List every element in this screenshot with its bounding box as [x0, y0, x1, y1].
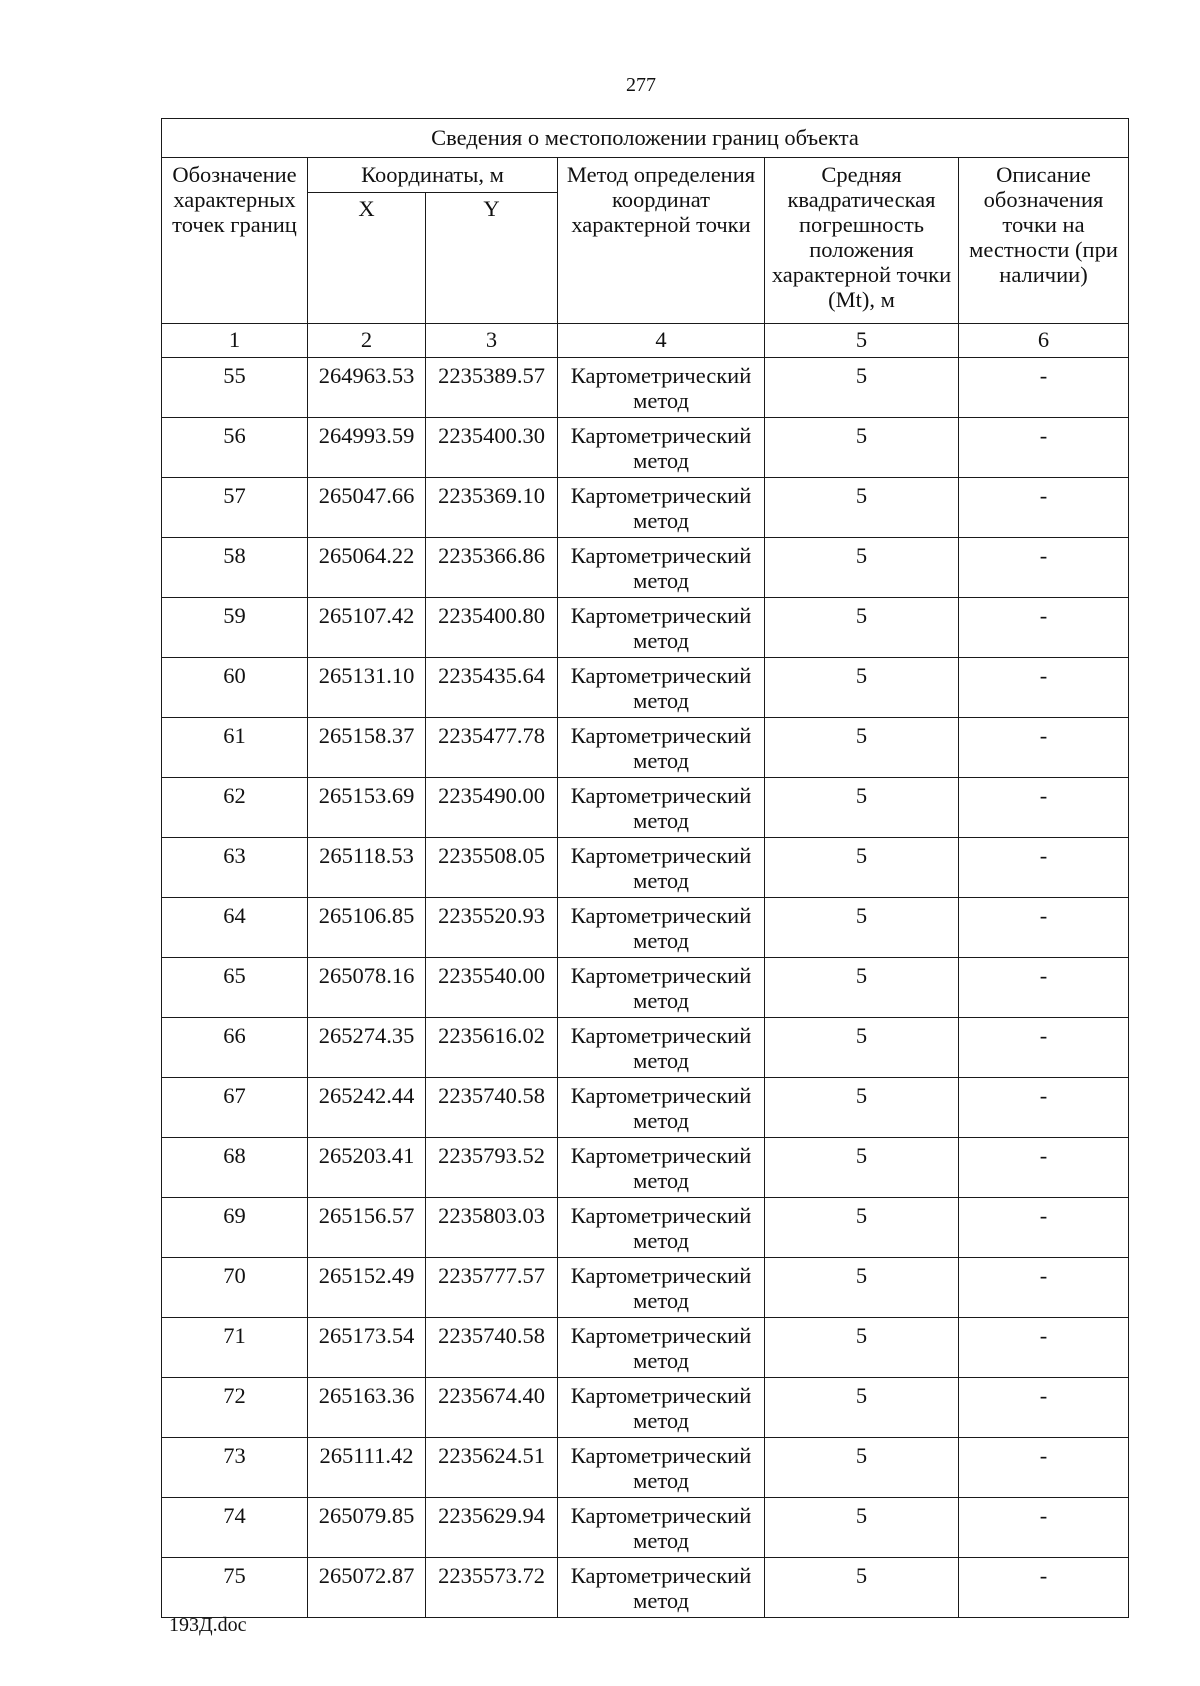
cell-y: 2235400.80 — [426, 598, 558, 658]
cell-error: 5 — [765, 418, 959, 478]
table-row — [162, 1078, 1129, 1138]
cell-point-number: 61 — [162, 718, 308, 778]
table-row — [162, 778, 1129, 838]
cell-y: 2235508.05 — [426, 838, 558, 898]
table-row — [162, 478, 1129, 538]
table-row — [162, 1558, 1129, 1618]
cell-y: 2235389.57 — [426, 358, 558, 418]
table-row — [162, 538, 1129, 598]
cell-method: Картометрический метод — [558, 718, 765, 778]
cell-error: 5 — [765, 778, 959, 838]
table-row — [162, 1138, 1129, 1198]
cell-x: 265152.49 — [308, 1258, 426, 1318]
cell-point-number: 60 — [162, 658, 308, 718]
cell-description: - — [959, 1018, 1129, 1078]
cell-description: - — [959, 598, 1129, 658]
cell-point-number: 72 — [162, 1378, 308, 1438]
cell-description: - — [959, 718, 1129, 778]
cell-error: 5 — [765, 1378, 959, 1438]
header-point-designation: Обозначение характерных точек границ — [162, 158, 308, 324]
table-title-row — [162, 119, 1129, 158]
table-row — [162, 418, 1129, 478]
cell-x: 265047.66 — [308, 478, 426, 538]
cell-error: 5 — [765, 1438, 959, 1498]
header-x: X — [308, 193, 426, 324]
cell-point-number: 63 — [162, 838, 308, 898]
cell-method: Картометрический метод — [558, 958, 765, 1018]
cell-y: 2235740.58 — [426, 1318, 558, 1378]
cell-x: 265064.22 — [308, 538, 426, 598]
cell-x: 264993.59 — [308, 418, 426, 478]
cell-description: - — [959, 1138, 1129, 1198]
table-row — [162, 898, 1129, 958]
column-number: 2 — [308, 324, 426, 358]
cell-method: Картометрический метод — [558, 1378, 765, 1438]
cell-y: 2235616.02 — [426, 1018, 558, 1078]
table-row — [162, 358, 1129, 418]
header-y: Y — [426, 193, 558, 324]
cell-error: 5 — [765, 838, 959, 898]
cell-description: - — [959, 958, 1129, 1018]
cell-error: 5 — [765, 1018, 959, 1078]
cell-point-number: 66 — [162, 1018, 308, 1078]
header-description: Описание обозначения точки на местности (при наличии) — [959, 158, 1129, 324]
cell-description: - — [959, 358, 1129, 418]
cell-point-number: 75 — [162, 1558, 308, 1618]
table-row — [162, 1438, 1129, 1498]
cell-y: 2235793.52 — [426, 1138, 558, 1198]
table-row — [162, 838, 1129, 898]
cell-y: 2235674.40 — [426, 1378, 558, 1438]
cell-x: 265153.69 — [308, 778, 426, 838]
cell-point-number: 59 — [162, 598, 308, 658]
table-row — [162, 1258, 1129, 1318]
cell-y: 2235803.03 — [426, 1198, 558, 1258]
cell-y: 2235490.00 — [426, 778, 558, 838]
cell-method: Картометрический метод — [558, 478, 765, 538]
cell-y: 2235400.30 — [426, 418, 558, 478]
cell-x: 265107.42 — [308, 598, 426, 658]
cell-method: Картометрический метод — [558, 778, 765, 838]
cell-description: - — [959, 1258, 1129, 1318]
cell-method: Картометрический метод — [558, 1558, 765, 1618]
cell-x: 265072.87 — [308, 1558, 426, 1618]
header-row — [162, 158, 1129, 193]
page-number: 277 — [626, 74, 656, 96]
cell-method: Картометрический метод — [558, 1318, 765, 1378]
cell-method: Картометрический метод — [558, 898, 765, 958]
header-error: Средняя квадратическая погрешность положения характерной точки (Mt), м — [765, 158, 959, 324]
cell-method: Картометрический метод — [558, 1078, 765, 1138]
table-row — [162, 1498, 1129, 1558]
cell-point-number: 70 — [162, 1258, 308, 1318]
cell-y: 2235540.00 — [426, 958, 558, 1018]
cell-method: Картометрический метод — [558, 358, 765, 418]
cell-point-number: 71 — [162, 1318, 308, 1378]
table-row — [162, 1378, 1129, 1438]
cell-x: 265173.54 — [308, 1318, 426, 1378]
cell-x: 264963.53 — [308, 358, 426, 418]
cell-method: Картометрический метод — [558, 1438, 765, 1498]
cell-y: 2235777.57 — [426, 1258, 558, 1318]
cell-x: 265131.10 — [308, 658, 426, 718]
cell-error: 5 — [765, 358, 959, 418]
column-number: 4 — [558, 324, 765, 358]
cell-point-number: 65 — [162, 958, 308, 1018]
cell-method: Картометрический метод — [558, 538, 765, 598]
header-method: Метод определения координат характерной точки — [558, 158, 765, 324]
cell-method: Картометрический метод — [558, 658, 765, 718]
cell-point-number: 69 — [162, 1198, 308, 1258]
cell-point-number: 58 — [162, 538, 308, 598]
cell-method: Картометрический метод — [558, 598, 765, 658]
column-number: 1 — [162, 324, 308, 358]
column-number: 6 — [959, 324, 1129, 358]
cell-x: 265203.41 — [308, 1138, 426, 1198]
cell-y: 2235573.72 — [426, 1558, 558, 1618]
cell-description: - — [959, 1498, 1129, 1558]
cell-error: 5 — [765, 1138, 959, 1198]
cell-description: - — [959, 418, 1129, 478]
cell-description: - — [959, 838, 1129, 898]
cell-method: Картометрический метод — [558, 1258, 765, 1318]
cell-y: 2235520.93 — [426, 898, 558, 958]
table-row — [162, 658, 1129, 718]
cell-description: - — [959, 538, 1129, 598]
cell-x: 265274.35 — [308, 1018, 426, 1078]
cell-method: Картометрический метод — [558, 1138, 765, 1198]
column-number: 5 — [765, 324, 959, 358]
cell-point-number: 68 — [162, 1138, 308, 1198]
cell-x: 265078.16 — [308, 958, 426, 1018]
cell-point-number: 62 — [162, 778, 308, 838]
table-row — [162, 958, 1129, 1018]
cell-description: - — [959, 778, 1129, 838]
cell-error: 5 — [765, 958, 959, 1018]
cell-x: 265118.53 — [308, 838, 426, 898]
cell-x: 265106.85 — [308, 898, 426, 958]
cell-description: - — [959, 478, 1129, 538]
cell-description: - — [959, 1378, 1129, 1438]
boundary-table-container — [161, 118, 1129, 1618]
boundary-points-table — [161, 118, 1129, 1618]
cell-method: Картометрический метод — [558, 418, 765, 478]
cell-description: - — [959, 898, 1129, 958]
cell-error: 5 — [765, 1198, 959, 1258]
cell-y: 2235740.58 — [426, 1078, 558, 1138]
column-numbers-row — [162, 324, 1129, 358]
cell-point-number: 74 — [162, 1498, 308, 1558]
cell-description: - — [959, 1198, 1129, 1258]
cell-x: 265242.44 — [308, 1078, 426, 1138]
cell-error: 5 — [765, 538, 959, 598]
footer-filename: 193Д.doc — [169, 1614, 247, 1636]
cell-description: - — [959, 1078, 1129, 1138]
table-row — [162, 1198, 1129, 1258]
cell-error: 5 — [765, 1318, 959, 1378]
cell-error: 5 — [765, 658, 959, 718]
cell-point-number: 67 — [162, 1078, 308, 1138]
cell-method: Картометрический метод — [558, 1498, 765, 1558]
cell-error: 5 — [765, 718, 959, 778]
table-row — [162, 598, 1129, 658]
cell-error: 5 — [765, 898, 959, 958]
cell-y: 2235629.94 — [426, 1498, 558, 1558]
cell-point-number: 57 — [162, 478, 308, 538]
cell-point-number: 56 — [162, 418, 308, 478]
cell-x: 265158.37 — [308, 718, 426, 778]
cell-method: Картометрический метод — [558, 838, 765, 898]
cell-error: 5 — [765, 598, 959, 658]
cell-y: 2235477.78 — [426, 718, 558, 778]
cell-point-number: 64 — [162, 898, 308, 958]
column-number: 3 — [426, 324, 558, 358]
cell-point-number: 73 — [162, 1438, 308, 1498]
cell-error: 5 — [765, 1078, 959, 1138]
cell-y: 2235369.10 — [426, 478, 558, 538]
cell-error: 5 — [765, 1558, 959, 1618]
cell-y: 2235624.51 — [426, 1438, 558, 1498]
table-row — [162, 1318, 1129, 1378]
header-coordinates: Координаты, м — [308, 158, 558, 193]
cell-y: 2235366.86 — [426, 538, 558, 598]
cell-x: 265079.85 — [308, 1498, 426, 1558]
cell-x: 265156.57 — [308, 1198, 426, 1258]
cell-method: Картометрический метод — [558, 1018, 765, 1078]
cell-description: - — [959, 1558, 1129, 1618]
cell-description: - — [959, 1438, 1129, 1498]
cell-error: 5 — [765, 1498, 959, 1558]
cell-x: 265163.36 — [308, 1378, 426, 1438]
table-row — [162, 718, 1129, 778]
cell-error: 5 — [765, 478, 959, 538]
cell-x: 265111.42 — [308, 1438, 426, 1498]
table-title: Сведения о местоположении границ объекта — [162, 119, 1129, 158]
cell-point-number: 55 — [162, 358, 308, 418]
cell-error: 5 — [765, 1258, 959, 1318]
cell-description: - — [959, 658, 1129, 718]
cell-description: - — [959, 1318, 1129, 1378]
cell-method: Картометрический метод — [558, 1198, 765, 1258]
table-body — [162, 358, 1129, 1618]
table-row — [162, 1018, 1129, 1078]
cell-y: 2235435.64 — [426, 658, 558, 718]
